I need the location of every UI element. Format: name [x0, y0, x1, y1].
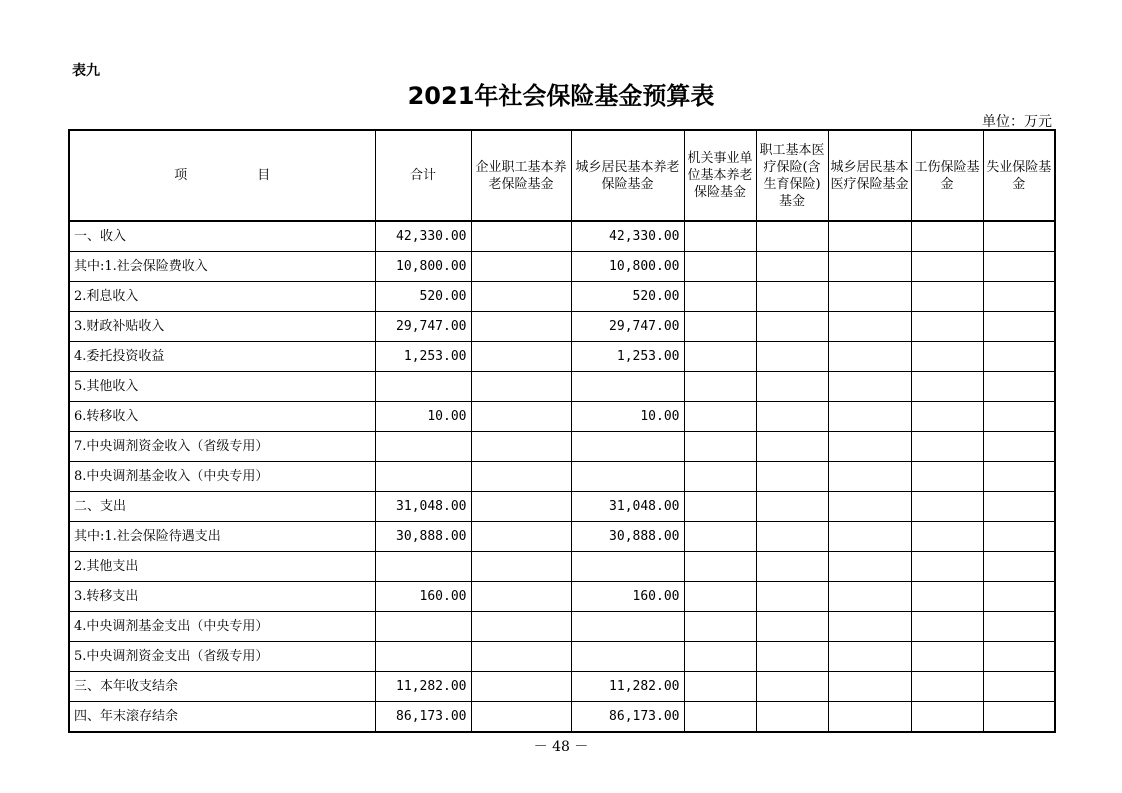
header-row [69, 130, 1055, 221]
cell-c6 [911, 282, 983, 312]
cell-c6 [911, 642, 983, 672]
header-c5: 城乡居民基本医疗保险基金 [828, 130, 911, 221]
cell-c7 [983, 282, 1055, 312]
unit-label: 单位：万元 [982, 114, 1052, 130]
row-label: 四、年末滚存结余 [69, 702, 375, 733]
table-row [69, 642, 1055, 672]
cell-c2: 11,282.00 [571, 672, 684, 702]
cell-c5 [828, 402, 911, 432]
cell-c6 [911, 402, 983, 432]
table-row [69, 672, 1055, 702]
cell-c4 [756, 552, 828, 582]
table-row [69, 492, 1055, 522]
cell-c4 [756, 642, 828, 672]
cell-c1 [471, 342, 571, 372]
table-row [69, 702, 1055, 733]
cell-c5 [828, 282, 911, 312]
cell-c7 [983, 642, 1055, 672]
cell-c3 [684, 522, 756, 552]
cell-c6 [911, 492, 983, 522]
cell-c3 [684, 702, 756, 733]
cell-c7 [983, 672, 1055, 702]
cell-c4 [756, 582, 828, 612]
cell-c6 [911, 342, 983, 372]
table-row [69, 522, 1055, 552]
cell-c6 [911, 221, 983, 252]
row-label: 5.其他收入 [69, 372, 375, 402]
cell-c4 [756, 522, 828, 552]
cell-c4 [756, 492, 828, 522]
cell-c7 [983, 432, 1055, 462]
cell-c7 [983, 221, 1055, 252]
cell-c7 [983, 342, 1055, 372]
cell-c2 [571, 462, 684, 492]
cell-total [375, 462, 471, 492]
table-row [69, 612, 1055, 642]
header-item [69, 130, 375, 221]
cell-c6 [911, 462, 983, 492]
cell-total: 29,747.00 [375, 312, 471, 342]
header-c7: 失业保险基金 [983, 130, 1055, 221]
header-c6: 工伤保险基金 [911, 130, 983, 221]
cell-total: 1,253.00 [375, 342, 471, 372]
cell-c3 [684, 402, 756, 432]
cell-c2: 29,747.00 [571, 312, 684, 342]
cell-c6 [911, 702, 983, 733]
row-label: 其中:1.社会保险待遇支出 [69, 522, 375, 552]
cell-c7 [983, 522, 1055, 552]
cell-c5 [828, 372, 911, 402]
row-label: 2.利息收入 [69, 282, 375, 312]
header-c4: 职工基本医疗保险(含生育保险)基金 [756, 130, 828, 221]
header-item-b: 目 [257, 168, 271, 183]
cell-c6 [911, 522, 983, 552]
cell-c6 [911, 252, 983, 282]
header-item-a: 项 [174, 168, 188, 183]
cell-c7 [983, 372, 1055, 402]
cell-c3 [684, 612, 756, 642]
cell-c3 [684, 221, 756, 252]
cell-c1 [471, 221, 571, 252]
cell-total: 11,282.00 [375, 672, 471, 702]
cell-c5 [828, 252, 911, 282]
cell-c4 [756, 402, 828, 432]
cell-c7 [983, 552, 1055, 582]
cell-c5 [828, 342, 911, 372]
cell-total: 86,173.00 [375, 702, 471, 733]
cell-c1 [471, 582, 571, 612]
cell-c5 [828, 612, 911, 642]
cell-c2: 160.00 [571, 582, 684, 612]
cell-total: 520.00 [375, 282, 471, 312]
row-label: 5.中央调剂资金支出（省级专用） [69, 642, 375, 672]
cell-total: 31,048.00 [375, 492, 471, 522]
cell-c1 [471, 372, 571, 402]
cell-c7 [983, 702, 1055, 733]
cell-c1 [471, 522, 571, 552]
cell-c3 [684, 642, 756, 672]
cell-total: 160.00 [375, 582, 471, 612]
cell-c3 [684, 552, 756, 582]
cell-c3 [684, 372, 756, 402]
cell-c5 [828, 432, 911, 462]
cell-c2 [571, 432, 684, 462]
cell-c4 [756, 282, 828, 312]
cell-c4 [756, 221, 828, 252]
cell-c2: 30,888.00 [571, 522, 684, 552]
table-row [69, 342, 1055, 372]
row-label: 2.其他支出 [69, 552, 375, 582]
header-c2: 城乡居民基本养老保险基金 [571, 130, 684, 221]
cell-c4 [756, 702, 828, 733]
cell-c6 [911, 552, 983, 582]
cell-total [375, 642, 471, 672]
cell-total [375, 372, 471, 402]
cell-c2: 86,173.00 [571, 702, 684, 733]
cell-c4 [756, 462, 828, 492]
cell-c4 [756, 372, 828, 402]
cell-c3 [684, 342, 756, 372]
cell-c4 [756, 612, 828, 642]
cell-c2 [571, 612, 684, 642]
cell-c5 [828, 642, 911, 672]
table-row [69, 462, 1055, 492]
cell-c1 [471, 672, 571, 702]
table-row [69, 282, 1055, 312]
row-label: 4.中央调剂基金支出（中央专用） [69, 612, 375, 642]
cell-c1 [471, 282, 571, 312]
cell-c5 [828, 552, 911, 582]
cell-c2: 10.00 [571, 402, 684, 432]
cell-c5 [828, 702, 911, 733]
table-row [69, 312, 1055, 342]
cell-c7 [983, 402, 1055, 432]
cell-c1 [471, 642, 571, 672]
cell-c2: 1,253.00 [571, 342, 684, 372]
page-number: － 48 － [533, 739, 589, 755]
cell-c7 [983, 312, 1055, 342]
cell-total [375, 552, 471, 582]
cell-c7 [983, 462, 1055, 492]
cell-c3 [684, 252, 756, 282]
cell-c1 [471, 252, 571, 282]
cell-c5 [828, 672, 911, 702]
row-label: 3.财政补贴收入 [69, 312, 375, 342]
row-label: 7.中央调剂资金收入（省级专用） [69, 432, 375, 462]
row-label: 4.委托投资收益 [69, 342, 375, 372]
cell-c5 [828, 221, 911, 252]
cell-c6 [911, 612, 983, 642]
cell-c2: 520.00 [571, 282, 684, 312]
row-label: 6.转移收入 [69, 402, 375, 432]
cell-c1 [471, 462, 571, 492]
cell-c6 [911, 582, 983, 612]
table-number: 表九 [72, 63, 100, 79]
cell-c5 [828, 582, 911, 612]
cell-total: 10.00 [375, 402, 471, 432]
row-label: 3.转移支出 [69, 582, 375, 612]
cell-c4 [756, 312, 828, 342]
cell-c1 [471, 552, 571, 582]
cell-c2: 10,800.00 [571, 252, 684, 282]
cell-c7 [983, 252, 1055, 282]
header-c1: 企业职工基本养老保险基金 [471, 130, 571, 221]
cell-c1 [471, 612, 571, 642]
table-row [69, 372, 1055, 402]
table-row [69, 432, 1055, 462]
cell-c6 [911, 672, 983, 702]
cell-c4 [756, 432, 828, 462]
cell-c4 [756, 672, 828, 702]
header-total: 合计 [375, 130, 471, 221]
cell-c4 [756, 342, 828, 372]
cell-c3 [684, 462, 756, 492]
cell-c3 [684, 582, 756, 612]
cell-c7 [983, 582, 1055, 612]
table-row [69, 221, 1055, 252]
cell-total: 42,330.00 [375, 221, 471, 252]
row-label: 一、收入 [69, 221, 375, 252]
cell-c1 [471, 312, 571, 342]
cell-c3 [684, 282, 756, 312]
budget-table [68, 129, 1056, 733]
cell-c4 [756, 252, 828, 282]
cell-c2: 42,330.00 [571, 221, 684, 252]
table-row [69, 402, 1055, 432]
row-label: 二、支出 [69, 492, 375, 522]
cell-c6 [911, 372, 983, 402]
cell-c5 [828, 462, 911, 492]
cell-c1 [471, 702, 571, 733]
cell-c5 [828, 312, 911, 342]
cell-c2 [571, 552, 684, 582]
cell-c3 [684, 312, 756, 342]
header-c3: 机关事业单位基本养老保险基金 [684, 130, 756, 221]
cell-c1 [471, 492, 571, 522]
cell-total: 30,888.00 [375, 522, 471, 552]
table-row [69, 552, 1055, 582]
cell-c7 [983, 492, 1055, 522]
cell-c5 [828, 522, 911, 552]
cell-total [375, 432, 471, 462]
table-row [69, 252, 1055, 282]
cell-c6 [911, 312, 983, 342]
cell-c5 [828, 492, 911, 522]
table-row [69, 582, 1055, 612]
cell-c1 [471, 432, 571, 462]
cell-c3 [684, 672, 756, 702]
cell-c6 [911, 432, 983, 462]
cell-c3 [684, 432, 756, 462]
cell-c2: 31,048.00 [571, 492, 684, 522]
cell-c2 [571, 642, 684, 672]
cell-c3 [684, 492, 756, 522]
page-title: 2021年社会保险基金预算表 [407, 82, 715, 110]
cell-c7 [983, 612, 1055, 642]
cell-total [375, 612, 471, 642]
row-label: 其中:1.社会保险费收入 [69, 252, 375, 282]
cell-c1 [471, 402, 571, 432]
cell-c2 [571, 372, 684, 402]
row-label: 三、本年收支结余 [69, 672, 375, 702]
row-label: 8.中央调剂基金收入（中央专用） [69, 462, 375, 492]
cell-total: 10,800.00 [375, 252, 471, 282]
